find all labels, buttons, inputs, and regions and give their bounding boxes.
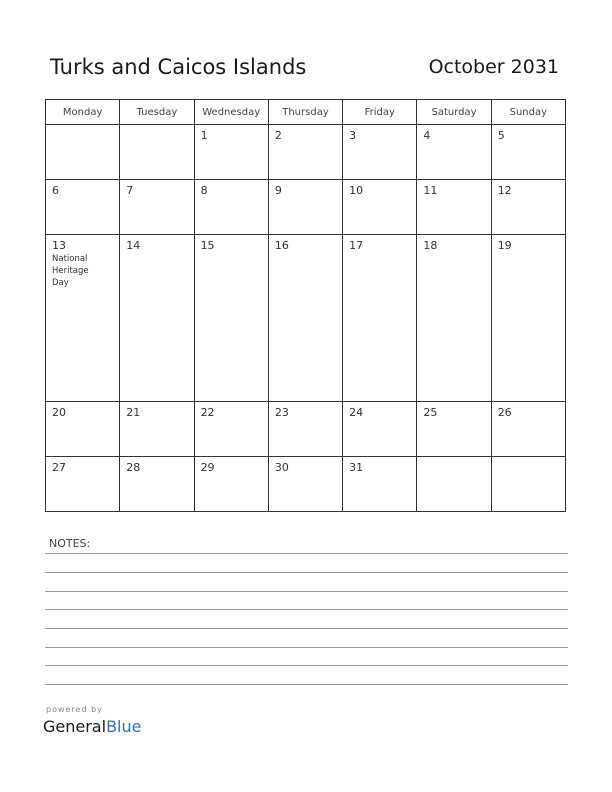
day-cell (491, 179, 565, 234)
weekday-header: Monday (46, 100, 120, 125)
notes-line (45, 609, 568, 610)
day-number: 5 (497, 129, 505, 142)
day-cell (417, 179, 491, 234)
day-number: 20 (52, 406, 66, 420)
day-cell (46, 234, 120, 402)
day-cell (343, 457, 417, 512)
day-cell (120, 179, 194, 234)
day-cell (268, 125, 342, 180)
day-number: 17 (349, 238, 364, 252)
day-cell (343, 125, 417, 180)
week-row (46, 179, 566, 234)
day-cell (343, 234, 417, 402)
day-number: 23 (274, 406, 289, 420)
day-cell (268, 402, 342, 457)
notes-line (45, 665, 568, 666)
weekday-header-row (46, 100, 566, 125)
day-number: 30 (274, 461, 289, 475)
notes-line (45, 591, 568, 592)
day-cell (491, 457, 565, 512)
day-number: 7 (126, 183, 134, 197)
notes-line (45, 553, 568, 554)
day-number: 3 (349, 129, 357, 142)
notes-label: NOTES: (49, 537, 91, 550)
day-cell (194, 402, 268, 457)
day-cell (417, 457, 491, 512)
day-number: 31 (349, 461, 364, 475)
day-cell (343, 402, 417, 457)
day-cell (194, 179, 268, 234)
day-number: 14 (126, 238, 141, 252)
notes-line (45, 572, 568, 573)
day-cell (194, 125, 268, 180)
day-cell (268, 457, 342, 512)
week-row (46, 457, 566, 512)
day-number: 24 (349, 406, 364, 420)
weekday-header: Friday (343, 100, 417, 125)
day-cell (46, 402, 120, 457)
day-cell (491, 234, 565, 402)
day-cell (268, 234, 342, 402)
notes-line (45, 647, 568, 648)
week-row (46, 402, 566, 457)
day-number: 28 (126, 461, 141, 475)
day-number: 4 (423, 129, 431, 142)
day-cell (268, 179, 342, 234)
logo-general: General (43, 717, 107, 736)
week-row (46, 125, 566, 180)
day-cell (120, 457, 194, 512)
day-number: 29 (200, 461, 215, 475)
day-cell (491, 402, 565, 457)
day-number: 22 (200, 406, 215, 420)
weekday-header: Sunday (491, 100, 565, 125)
weekday-header: Thursday (268, 100, 342, 125)
day-number: 11 (423, 183, 438, 197)
day-number: 2 (274, 129, 282, 142)
day-number: 15 (200, 238, 215, 252)
day-number: 12 (497, 183, 512, 197)
day-cell (46, 457, 120, 512)
weekday-header: Wednesday (194, 100, 268, 125)
day-cell (194, 457, 268, 512)
day-cell (120, 125, 194, 180)
weekday-header: Tuesday (120, 100, 194, 125)
day-number: 1 (200, 129, 208, 142)
calendar-title: Turks and Caicos Islands (50, 55, 307, 79)
day-number: 10 (349, 183, 364, 197)
day-cell (343, 179, 417, 234)
calendar-grid (45, 99, 566, 512)
day-number: 9 (274, 183, 282, 197)
logo-blue: Blue (106, 717, 142, 736)
calendar-month: October 2031 (428, 56, 559, 78)
generalblue-logo (43, 717, 141, 736)
day-number: 21 (126, 406, 141, 420)
day-cell (417, 125, 491, 180)
day-number: 25 (423, 406, 438, 420)
day-cell (120, 402, 194, 457)
week-row (46, 234, 566, 402)
day-number: 16 (274, 238, 289, 252)
powered-by-text: powered by (46, 705, 103, 714)
notes-line (45, 628, 568, 629)
weekday-header: Saturday (417, 100, 491, 125)
day-cell (417, 234, 491, 402)
holiday-label: National Heritage Day (52, 253, 89, 288)
day-number: 13 (52, 238, 66, 252)
day-number: 6 (52, 183, 59, 197)
day-cell (417, 402, 491, 457)
day-cell (491, 125, 565, 180)
day-cell (46, 179, 120, 234)
notes-line (45, 684, 568, 685)
day-cell (194, 234, 268, 402)
day-number: 27 (52, 461, 66, 475)
day-cell (120, 234, 194, 402)
day-number: 26 (497, 406, 512, 420)
day-number: 8 (200, 183, 208, 197)
day-cell (46, 125, 120, 180)
day-number: 18 (423, 238, 438, 252)
day-number: 19 (497, 238, 512, 252)
